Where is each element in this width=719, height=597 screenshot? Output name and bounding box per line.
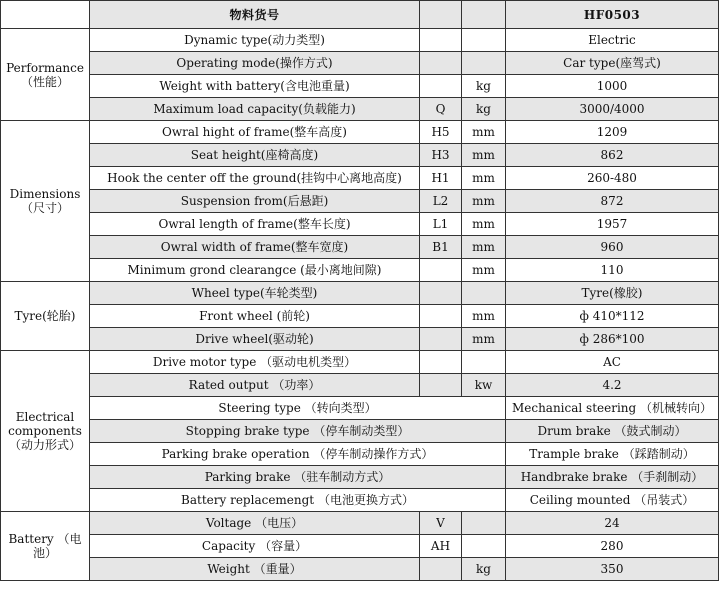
table-row — [1, 397, 719, 420]
table-row — [1, 190, 719, 213]
param-value: 1000 — [506, 75, 719, 98]
param-name: Stopping brake type （停车制动类型） — [90, 420, 506, 443]
param-symbol: H3 — [420, 144, 462, 167]
param-symbol — [420, 29, 462, 52]
param-unit: mm — [462, 121, 506, 144]
param-symbol — [420, 259, 462, 282]
param-unit — [462, 351, 506, 374]
group-tyre: Tyre(轮胎) — [1, 282, 90, 351]
table-row — [1, 443, 719, 466]
param-unit: kw — [462, 374, 506, 397]
param-name: Maximum load capacity(负载能力) — [90, 98, 420, 121]
group-battery: Battery （电池） — [1, 512, 90, 581]
param-name: Parking brake （驻车制动方式） — [90, 466, 506, 489]
param-unit: mm — [462, 213, 506, 236]
param-value: 4.2 — [506, 374, 719, 397]
param-name: Voltage （电压） — [90, 512, 420, 535]
param-name: Battery replacemengt （电池更换方式） — [90, 489, 506, 512]
param-value: 3000/4000 — [506, 98, 719, 121]
param-symbol — [420, 305, 462, 328]
param-name: Rated output （功率） — [90, 374, 420, 397]
param-value: ф 286*100 — [506, 328, 719, 351]
table-row — [1, 121, 719, 144]
param-unit: mm — [462, 236, 506, 259]
param-value: 960 — [506, 236, 719, 259]
param-value: Tyre(橡胶) — [506, 282, 719, 305]
param-symbol — [420, 75, 462, 98]
param-name: Hook the center off the ground(挂钩中心离地高度) — [90, 167, 420, 190]
param-unit: mm — [462, 144, 506, 167]
param-value: Ceiling mounted （吊装式） — [506, 489, 719, 512]
param-name: Minimum grond clearangce (最小离地间隙) — [90, 259, 420, 282]
table-row — [1, 282, 719, 305]
param-value: Drum brake （鼓式制动） — [506, 420, 719, 443]
param-unit: mm — [462, 328, 506, 351]
group-performance: Performance（性能） — [1, 29, 90, 121]
table-row — [1, 489, 719, 512]
param-name: Drive motor type （驱动电机类型） — [90, 351, 420, 374]
param-unit: kg — [462, 558, 506, 581]
param-symbol — [420, 328, 462, 351]
param-symbol: H5 — [420, 121, 462, 144]
param-name: Steering type （转向类型） — [90, 397, 506, 420]
param-name: Weight with battery(含电池重量) — [90, 75, 420, 98]
param-value: 24 — [506, 512, 719, 535]
param-unit: mm — [462, 259, 506, 282]
table-row — [1, 512, 719, 535]
param-unit — [462, 512, 506, 535]
param-value: 280 — [506, 535, 719, 558]
header-unit-cell — [462, 1, 506, 29]
table-row — [1, 29, 719, 52]
param-value: ф 410*112 — [506, 305, 719, 328]
group-electrical: Electrical components （动力形式） — [1, 351, 90, 512]
param-name: Weight （重量） — [90, 558, 420, 581]
param-symbol — [420, 374, 462, 397]
table-row — [1, 351, 719, 374]
param-symbol: L2 — [420, 190, 462, 213]
param-value: 1209 — [506, 121, 719, 144]
table-row — [1, 144, 719, 167]
table-row — [1, 374, 719, 397]
param-value: 862 — [506, 144, 719, 167]
group-dimensions: Dimensions（尺寸） — [1, 121, 90, 282]
param-unit: mm — [462, 305, 506, 328]
param-unit: mm — [462, 190, 506, 213]
table-row — [1, 213, 719, 236]
header-label: 物料货号 — [90, 1, 420, 29]
param-unit — [462, 52, 506, 75]
param-value: Trample brake （踩踏制动） — [506, 443, 719, 466]
param-name: Dynamic type(动力类型) — [90, 29, 420, 52]
param-symbol: B1 — [420, 236, 462, 259]
header-row — [1, 1, 719, 29]
param-name: Drive wheel(驱动轮) — [90, 328, 420, 351]
param-symbol: V — [420, 512, 462, 535]
table-row — [1, 305, 719, 328]
param-name: Front wheel (前轮) — [90, 305, 420, 328]
param-value: 110 — [506, 259, 719, 282]
param-unit — [462, 29, 506, 52]
table-row — [1, 236, 719, 259]
param-unit: kg — [462, 75, 506, 98]
param-symbol: Q — [420, 98, 462, 121]
table-row — [1, 98, 719, 121]
param-value: 872 — [506, 190, 719, 213]
param-value: Electric — [506, 29, 719, 52]
param-name: Capacity （容量） — [90, 535, 420, 558]
param-unit — [462, 535, 506, 558]
param-symbol — [420, 558, 462, 581]
param-value: Handbrake brake （手刹制动） — [506, 466, 719, 489]
param-unit: mm — [462, 167, 506, 190]
table-row — [1, 535, 719, 558]
header-model: HF0503 — [506, 1, 719, 29]
param-symbol — [420, 282, 462, 305]
param-name: Parking brake operation （停车制动操作方式） — [90, 443, 506, 466]
table-row — [1, 328, 719, 351]
param-value: 1957 — [506, 213, 719, 236]
param-symbol — [420, 52, 462, 75]
param-name: Operating mode(操作方式) — [90, 52, 420, 75]
param-name: Owral width of frame(整车宽度) — [90, 236, 420, 259]
table-row — [1, 466, 719, 489]
table-row — [1, 75, 719, 98]
param-unit — [462, 282, 506, 305]
param-name: Wheel type(车轮类型) — [90, 282, 420, 305]
table-row — [1, 167, 719, 190]
param-name: Suspension from(后悬距) — [90, 190, 420, 213]
param-name: Owral hight of frame(整车高度) — [90, 121, 420, 144]
param-value: AC — [506, 351, 719, 374]
param-symbol: H1 — [420, 167, 462, 190]
param-name: Owral length of frame(整车长度) — [90, 213, 420, 236]
param-value: 350 — [506, 558, 719, 581]
table-row — [1, 420, 719, 443]
table-row — [1, 558, 719, 581]
header-symbol-cell — [420, 1, 462, 29]
header-empty-cell — [1, 1, 90, 29]
table-row — [1, 259, 719, 282]
table-row — [1, 52, 719, 75]
param-value: Car type(座驾式) — [506, 52, 719, 75]
param-symbol: AH — [420, 535, 462, 558]
param-symbol — [420, 351, 462, 374]
param-unit: kg — [462, 98, 506, 121]
param-name: Seat height(座椅高度) — [90, 144, 420, 167]
param-symbol: L1 — [420, 213, 462, 236]
param-value: 260-480 — [506, 167, 719, 190]
param-value: Mechanical steering （机械转向） — [506, 397, 719, 420]
